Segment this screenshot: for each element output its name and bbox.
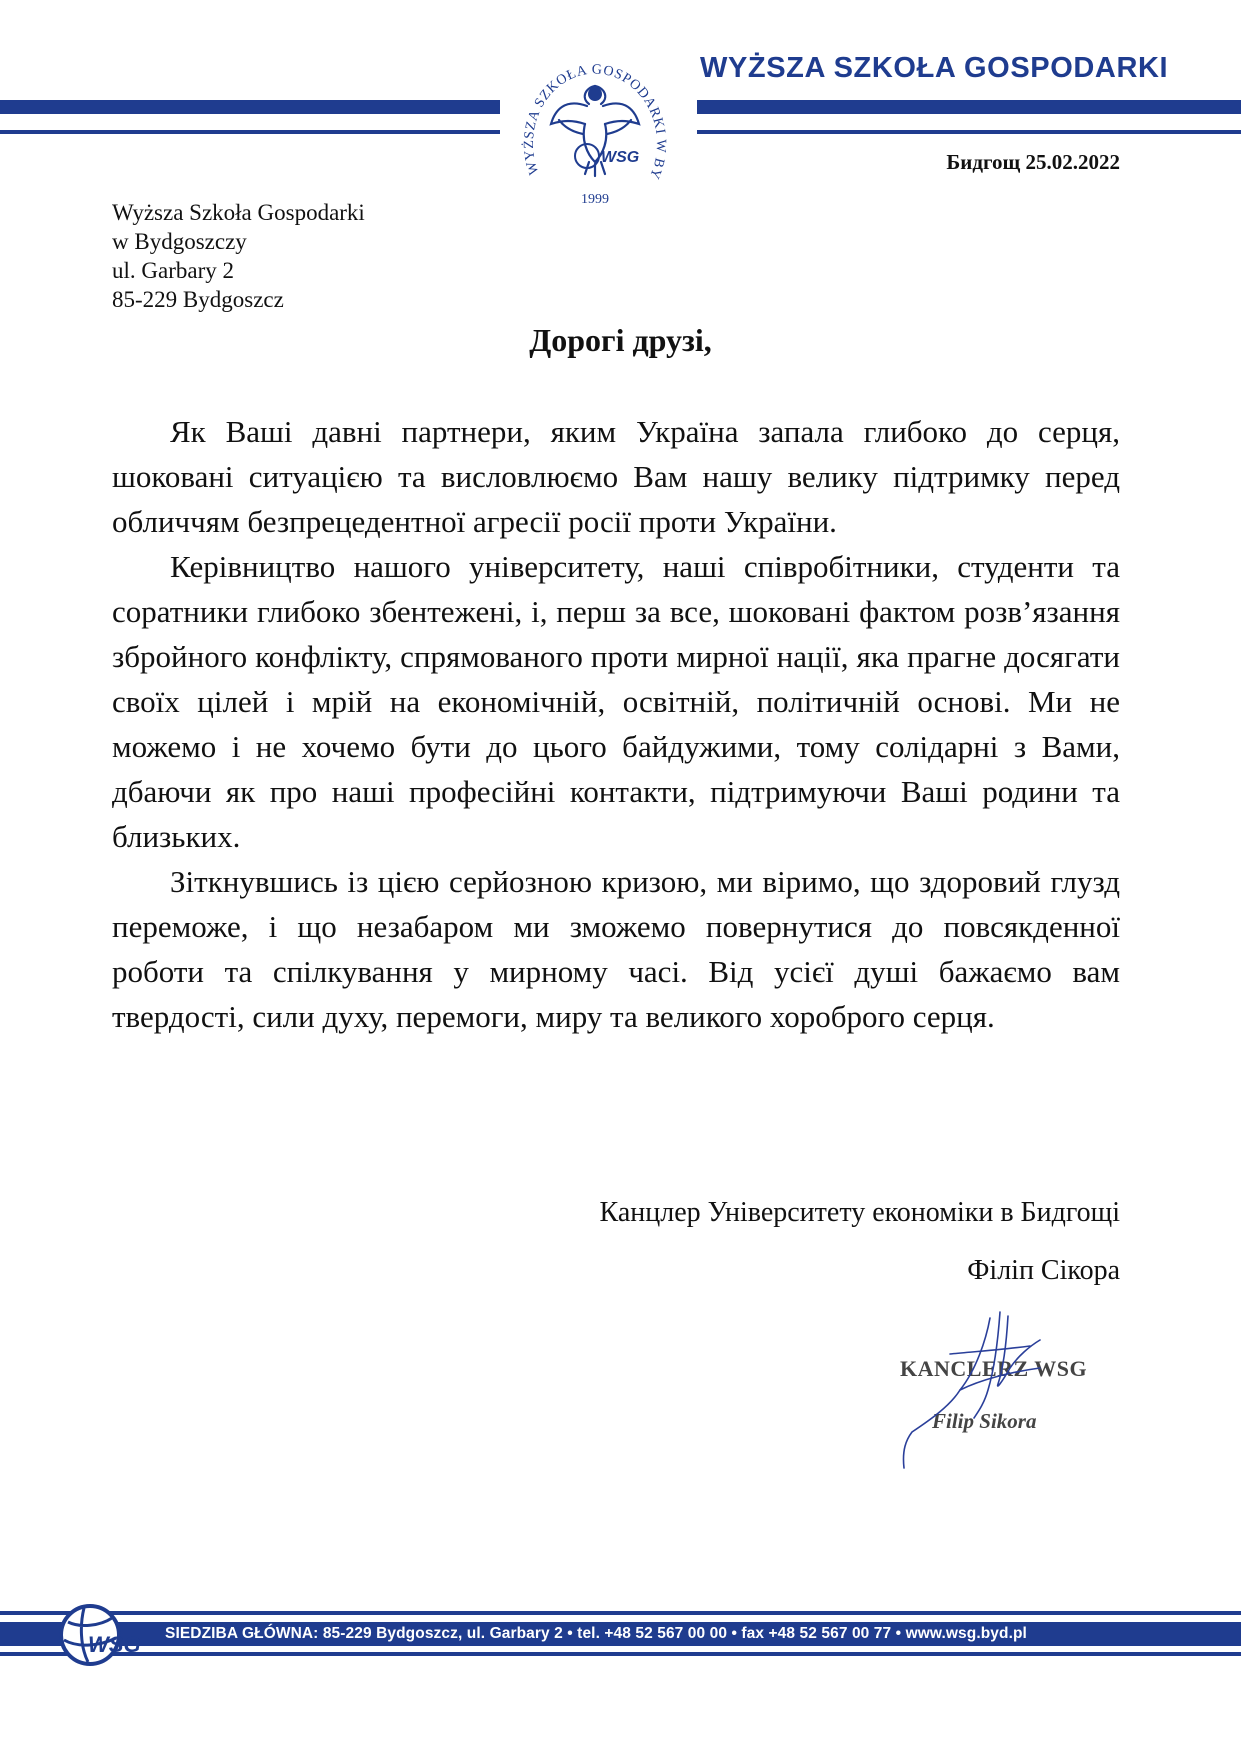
sender-address: [112, 198, 365, 314]
footer-stripe-top: [0, 1611, 1241, 1615]
signature-stamp: [890, 1310, 1130, 1475]
address-line: 85-229 Bydgoszcz: [112, 287, 284, 312]
footer-logo-mark: WSG: [88, 1632, 141, 1657]
salutation: Дорогі друзі,: [529, 322, 712, 358]
footer-contact-info: SIEDZIBA GŁÓWNA: 85-229 Bydgoszcz, ul. Garbary 2 • tel. +48 52 567 00 00 • fax +48 52 567 00 77 • www.wsg.byd.pl: [165, 1625, 1027, 1642]
header-stripe-left-thin: [0, 130, 500, 134]
address-line: Wyższa Szkoła Gospodarki: [112, 200, 365, 225]
stamp-name: Filip Sikora: [932, 1409, 1037, 1433]
handwritten-signature: [903, 1312, 1040, 1468]
signer-name: Філіп Сікора: [967, 1255, 1120, 1286]
letter-body: [112, 409, 1120, 1039]
university-seal-logo: [515, 28, 675, 218]
header-stripe-left: [0, 100, 500, 114]
address-line: ul. Garbary 2: [112, 258, 234, 283]
seal-text: WYŻSZA SZKOŁA GOSPODARKI W BY: [521, 62, 669, 182]
institution-name: WYŻSZA SZKOŁA GOSPODARKI: [700, 52, 1169, 84]
body-paragraph: Керівництво нашого університету, наші співробітники, студенти та соратники глибоко збентежені, і, перш за все, шоковані фактом розв’язання збройного конфлікту, спрямованого проти мирної нації, яка прагне досягати своїх цілей і мрій на економічній, освітній, політичній основі. Ми не можемо і не хочемо бути до цього байдужими, тому солідарні з Вами, дбаючи як про наші професійні контакти, підтримуючи Ваші родини та близьких.: [112, 549, 1120, 854]
footer-stripe-bottom: [0, 1652, 1241, 1656]
address-line: w Bydgoszczy: [112, 229, 247, 254]
seal-mark: WSG: [601, 149, 640, 166]
stamp-title: KANCLERZ WSG: [900, 1356, 1088, 1381]
header-stripe-right: [697, 100, 1241, 114]
footer-wsg-logo: [48, 1600, 148, 1670]
seal-year: 1999: [581, 192, 609, 207]
header-stripe-right-thin: [697, 130, 1241, 134]
body-paragraph: Як Ваші давні партнери, яким Україна запала глибоко до серця, шоковані ситуацією та висловлюємо Вам нашу велику підтримку перед обличчям безпрецедентної агресії росії проти України.: [112, 414, 1120, 539]
signer-title: Канцлер Університету економіки в Бидгощі: [599, 1197, 1120, 1228]
letter-date: Бидгощ 25.02.2022: [946, 150, 1120, 174]
body-paragraph: Зіткнувшись із цією серйозною кризою, ми віримо, що здоровий глузд переможе, і що незабаром ми зможемо повернутися до повсякденної роботи та спілкування у мирному часі. Від усієї душі бажаємо вам твердості, сили духу, перемоги, миру та великого хороброго серця.: [112, 864, 1120, 1034]
